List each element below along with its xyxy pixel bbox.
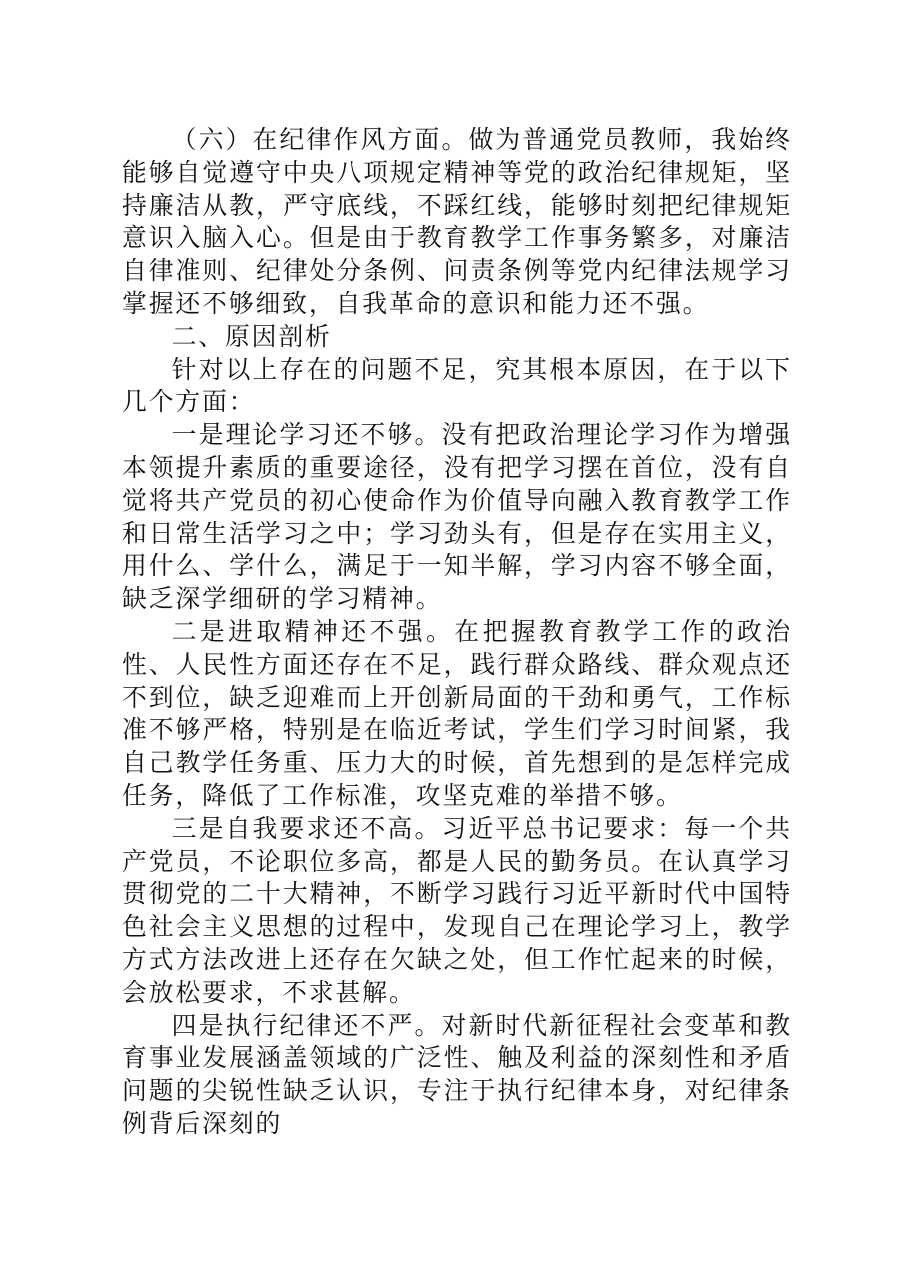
paragraph-cause-discipline-execution: 四是执行纪律还不严。对新时代新征程社会变革和教育事业发展涵盖领域的广泛性、触及利益的深刻性和矛盾问题的尖锐性缺乏认识，专注于执行纪律本身，对纪律条例背后深刻的 [122, 1010, 792, 1138]
document-body [122, 124, 792, 1141]
paragraph-cause-intro: 针对以上存在的问题不足，究其根本原因，在于以下几个方面： [122, 354, 792, 417]
paragraph-discipline-style: （六）在纪律作风方面。做为普通党员教师，我始终能够自觉遵守中央八项规定精神等党的政治纪律规矩，坚持廉洁从教，严守底线，不踩红线，能够时刻把纪律规矩意识入脑入心。但是由于教育教学工作事务繁多，对廉洁自律准则、纪律处分条例、问责条例等党内纪律法规学习掌握还不够细致，自我革命的意识和能力还不强。 [122, 125, 792, 318]
paragraph-cause-self-requirement: 三是自我要求还不高。习近平总书记要求：每一个共产党员，不论职位多高，都是人民的勤务员。在认真学习贯彻党的二十大精神，不断学习践行习近平新时代中国特色社会主义思想的过程中，发现自己在理论学习上，教学方式方法改进上还存在欠缺之处，但工作忙起来的时候，会放松要求，不求甚解。 [122, 813, 792, 1007]
section-heading-cause-analysis: 二、原因剖析 [171, 321, 332, 351]
paragraph-cause-enterprising-spirit: 二是进取精神还不强。在把握教育教学工作的政治性、人民性方面还存在不足，践行群众路线、群众观点还不到位，缺乏迎难而上开创新局面的干劲和勇气，工作标准不够严格，特别是在临近考试，学生们学习时间紧，我自己教学任务重、压力大的时候，首先想到的是怎样完成任务，降低了工作标准，攻坚克难的举措不够。 [122, 616, 792, 810]
paragraph-cause-theory-study: 一是理论学习还不够。没有把政治理论学习作为增强本领提升素质的重要途径，没有把学习摆在首位，没有自觉将共产党员的初心使命作为价值导向融入教育教学工作和日常生活学习之中；学习劲头有，但是存在实用主义，用什么、学什么，满足于一知半解，学习内容不够全面，缺乏深学细研的学习精神。 [122, 420, 792, 614]
